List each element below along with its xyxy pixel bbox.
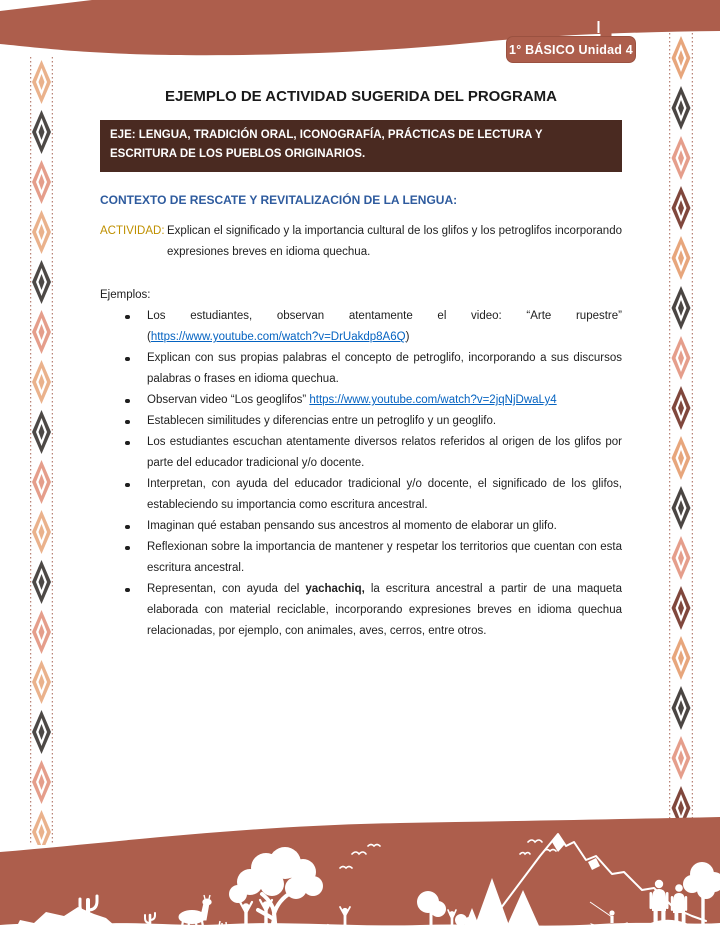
example-text: Observan video “Los geoglifos”	[147, 394, 310, 406]
activity-label: ACTIVIDAD:	[100, 225, 165, 237]
examples-list	[100, 306, 622, 642]
quechua-term: yachachiq,	[305, 583, 365, 595]
list-item	[100, 348, 622, 390]
right-border-pattern	[669, 33, 693, 827]
example-text: Representan, con ayuda del	[147, 583, 306, 595]
example-text: Los estudiantes escuchan atentamente diversos relatos referidos al origen de los glifos por parte del educador tradicional y/o docente.	[147, 436, 622, 469]
footer-landscape-art	[0, 816, 720, 932]
left-border-pattern	[30, 57, 53, 845]
example-text: Interpretan, con ayuda del educador tradicional y/o docente, el significado de los glifos, estableciendo su importancia como escritura ancestral.	[147, 478, 622, 511]
example-text: Reflexionan sobre la importancia de mantener y respetar los territorios que cuentan con esta escritura ancestral.	[147, 541, 622, 574]
example-text: Explican con sus propias palabras el concepto de petroglifo, incorporando a sus discursos palabras o frases en idioma quechua.	[147, 352, 622, 385]
list-item	[100, 411, 622, 432]
list-item	[100, 432, 622, 474]
list-item	[100, 579, 622, 642]
activity-row	[100, 221, 622, 263]
activity-text: Explican el significado y la importancia cultural de los glifos y los petroglifos incorporando expresiones breves en idioma quechua.	[167, 225, 622, 258]
context-heading: CONTEXTO DE RESCATE Y REVITALIZACIÓN DE LA LENGUA:	[100, 193, 458, 207]
unit-badge-label: 1° BÁSICO Unidad 4	[509, 42, 633, 57]
eje-banner	[100, 120, 622, 172]
list-item	[100, 474, 622, 516]
examples-heading: Ejemplos:	[100, 289, 151, 301]
example-text: )	[405, 331, 410, 343]
list-item	[100, 537, 622, 579]
example-text: la escritura ancestral a partir de una maqueta elaborada con material reciclable, incorporando expresiones breves en idioma quechua relacionadas, por ejemplo, con animales, aves, cerros, entre otros.	[147, 583, 622, 637]
example-text: Establecen similitudes y diferencias entre un petroglifo y un geoglifo.	[147, 415, 497, 427]
youtube-link-geoglifos[interactable]: https://www.youtube.com/watch?v=2jqNjDwaLy4	[309, 394, 557, 406]
content-column	[100, 0, 622, 642]
example-text: Imaginan qué estaban pensando sus ancestros al momento de elaborar un glifo.	[147, 520, 557, 532]
list-item	[100, 306, 622, 348]
list-item	[100, 390, 622, 411]
youtube-link-arte-rupestre[interactable]: https://www.youtube.com/watch?v=DrUakdp8A6Q	[150, 331, 406, 343]
list-item	[100, 516, 622, 537]
page-title: EJEMPLO DE ACTIVIDAD SUGERIDA DEL PROGRAMA	[165, 88, 557, 105]
eje-banner-text: EJE: LENGUA, TRADICIÓN ORAL, ICONOGRAFÍA, PRÁCTICAS DE LECTURA Y ESCRITURA DE LOS PUEBLOS ORIGINARIOS.	[110, 129, 543, 160]
example-text: Los estudiantes, observan atentamente el video: “Arte rupestre” (	[147, 310, 622, 343]
